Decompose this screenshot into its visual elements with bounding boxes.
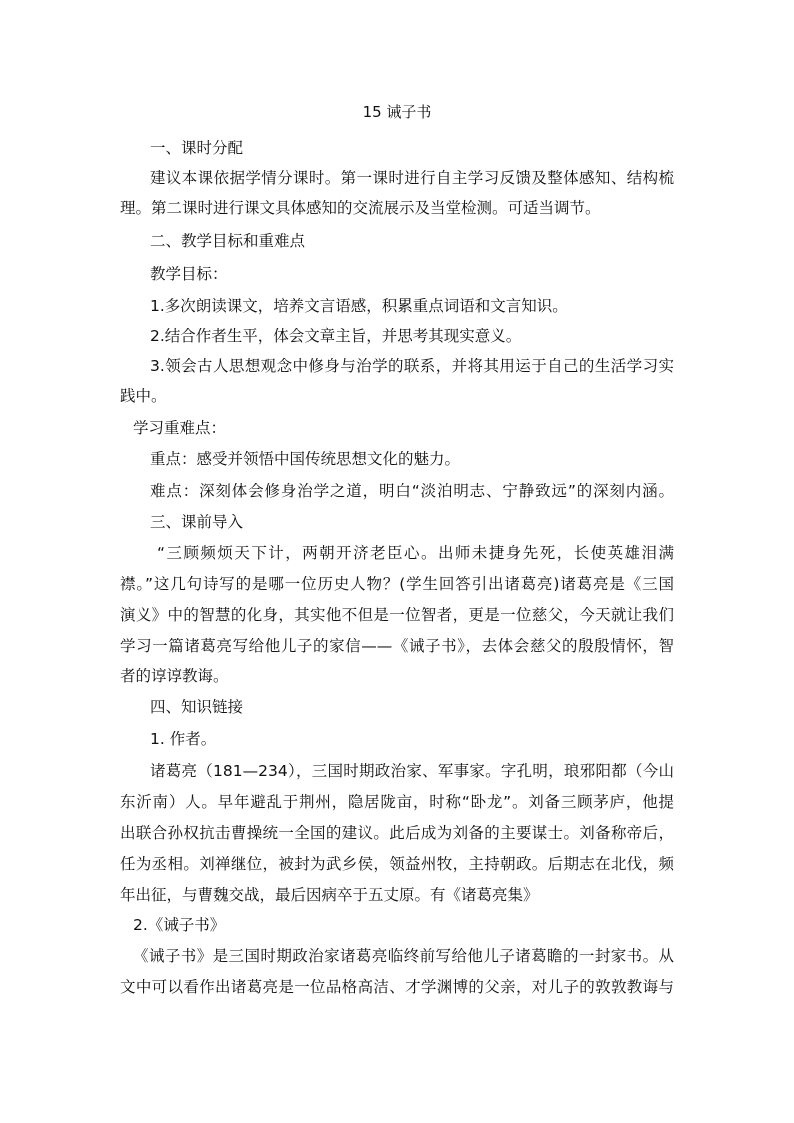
section-heading-knowledge: 四、知识链接 xyxy=(150,698,244,716)
subheading-text-title: 2.《诫子书》 xyxy=(133,916,226,934)
paragraph-line: 理。第二课时进行课文具体感知的交流展示及当堂检测。可适当调节。 xyxy=(120,199,601,217)
paragraph-line: 文中可以看作出诸葛亮是一位品格高洁、才学渊博的父亲，对儿子的敦敦教诲与 xyxy=(120,978,674,996)
paragraph-line: “三顾频烦天下计，两朝开济老臣心。出师未捷身先死，长使英雄泪满 xyxy=(157,544,674,562)
paragraph-line: 学习一篇诸葛亮写给他儿子的家信——《诫子书》，去体会慈父的殷殷情怀，智 xyxy=(120,637,674,655)
subheading-author: 1. 作者。 xyxy=(150,730,217,748)
section-heading-introduction: 三、课前导入 xyxy=(150,513,244,531)
paragraph-line: 东沂南）人。早年避乱于荆州，隐居陇亩，时称“卧龙”。刘备三顾茅庐，他提 xyxy=(120,793,674,811)
list-item: 2.结合作者生平，体会文章主旨，并思考其现实意义。 xyxy=(150,327,522,345)
paragraph-line: 年出征，与曹魏交战，最后因病卒于五丈原。有《诸葛亮集》 xyxy=(120,886,539,904)
list-item: 1.多次朗读课文，培养文言语感，积累重点词语和文言知识。 xyxy=(150,297,568,315)
section-heading-schedule: 一、课时分配 xyxy=(150,139,244,157)
paragraph-line: 襟。”这几句诗写的是哪一位历史人物？(学生回答引出诸葛亮)诸葛亮是《三国 xyxy=(120,575,674,593)
list-item: 3.领会古人思想观念中修身与治学的联系，并将其用运于自己的生活学习实 xyxy=(150,357,674,375)
subheading-key-points: 学习重难点： xyxy=(133,419,227,437)
key-point-line: 重点：感受并领悟中国传统思想文化的魅力。 xyxy=(150,450,461,468)
section-heading-objectives: 二、教学目标和重难点 xyxy=(150,232,306,250)
paragraph-line: 《诫子书》是三国时期政治家诸葛亮临终前写给他儿子诸葛瞻的一封家书。从 xyxy=(133,947,674,965)
paragraph-line: 诸葛亮（181—234），三国时期政治家、军事家。字孔明，琅邪阳都（今山 xyxy=(150,762,674,780)
paragraph-line: 出联合孙权抗击曹操统一全国的建议。此后成为刘备的主要谋士。刘备称帝后， xyxy=(120,824,674,842)
paragraph-line: 践中。 xyxy=(120,387,167,405)
paragraph-line: 建议本课依据学情分课时。第一课时进行自主学习反馈及整体感知、结构梳 xyxy=(150,169,674,187)
paragraph-line: 者的谆谆教诲。 xyxy=(120,667,229,685)
subheading-objectives: 教学目标： xyxy=(150,265,228,283)
paragraph-line: 演义》中的智慧的化身，其实他不但是一位智者，更是一位慈父，今天就让我们 xyxy=(120,606,674,624)
paragraph-line: 任为丞相。刘禅继位，被封为武乡侯，领益州牧，主持朝政。后期志在北伐，频 xyxy=(120,855,674,873)
difficulty-line: 难点：深刻体会修身治学之道，明白“淡泊明志、宁静致远”的深刻内涵。 xyxy=(150,482,674,500)
page-title: 15 诫子书 xyxy=(362,103,432,121)
